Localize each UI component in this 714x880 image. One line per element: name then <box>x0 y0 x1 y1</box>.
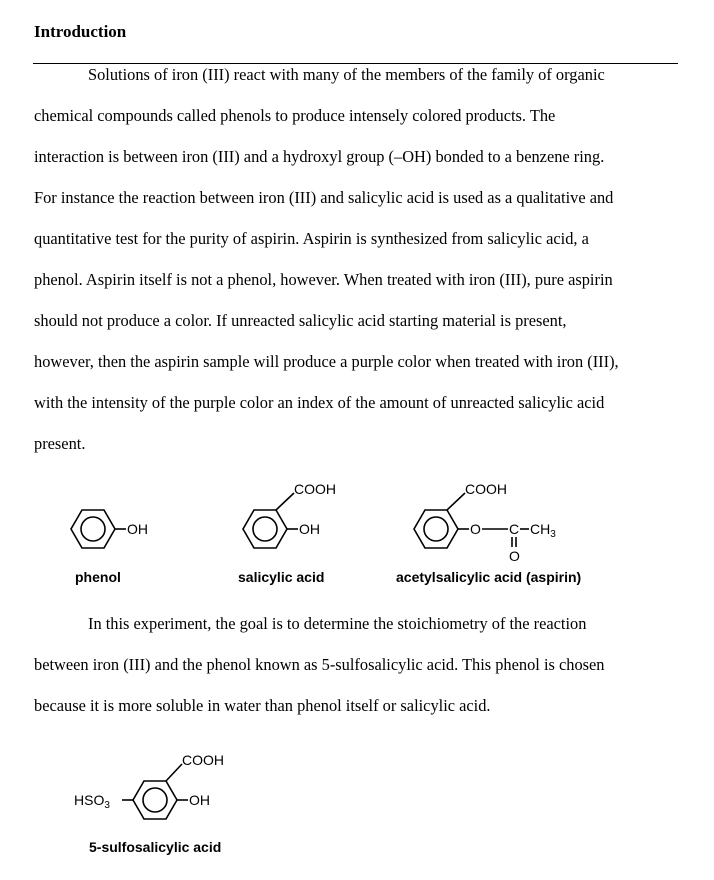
bond <box>166 764 182 781</box>
paragraph-line: phenol. Aspirin itself is not a phenol, however. When treated with iron (III), pure aspirin <box>34 270 613 289</box>
paragraph-line: with the intensity of the purple color an index of the amount of unreacted salicylic acid <box>34 393 605 412</box>
ester-oxygen: O <box>470 521 481 537</box>
benzene-ring <box>71 510 115 548</box>
paragraph-line: quantitative test for the purity of aspirin. Aspirin is synthesized from salicylic acid, a <box>34 229 589 248</box>
bond <box>276 493 294 510</box>
paragraph-line: interaction is between iron (III) and a hydroxyl group (–OH) bonded to a benzene ring. <box>34 147 605 166</box>
paragraph-line: In this experiment, the goal is to determine the stoichiometry of the reaction <box>88 614 587 633</box>
sulfosalicylic-acid-structure <box>74 752 224 855</box>
methyl-group: $CH_3$ <box>530 521 556 540</box>
phenol-structure <box>71 510 148 585</box>
carbonyl-oxygen: O <box>509 548 520 564</box>
paragraph-line: chemical compounds called phenols to produce intensely colored products. The <box>34 106 556 125</box>
section-heading: Introduction <box>34 22 127 41</box>
paragraph-line: should not produce a color. If unreacted salicylic acid starting material is present, <box>34 311 567 330</box>
aromatic-circle <box>424 517 448 541</box>
aromatic-circle <box>81 517 105 541</box>
carboxyl-group: COOH <box>294 481 336 497</box>
aspirin-structure <box>396 481 581 585</box>
bond <box>447 493 465 510</box>
carboxyl-group: COOH <box>182 752 224 768</box>
paragraph-line: because it is more soluble in water than phenol itself or salicylic acid. <box>34 696 491 715</box>
hydroxyl-group: OH <box>127 521 148 537</box>
paragraph-line: between iron (III) and the phenol known as 5-sulfosalicylic acid. This phenol is chosen <box>34 655 605 674</box>
structure-label: 5-sulfosalicylic acid <box>89 839 222 855</box>
paragraph-line: Solutions of iron (III) react with many of the members of the family of organic <box>88 65 605 84</box>
paragraph-line: present. <box>34 434 86 453</box>
carboxyl-group: COOH <box>465 481 507 497</box>
benzene-ring <box>133 781 177 819</box>
carbonyl-carbon: C <box>509 521 520 537</box>
hydroxyl-group: OH <box>189 792 210 808</box>
aromatic-circle <box>143 788 167 812</box>
salicylic-acid-structure <box>238 481 336 585</box>
aromatic-circle <box>253 517 277 541</box>
sulfonic-group: $HSO_3$ <box>74 792 110 811</box>
structure-label: acetylsalicylic acid (aspirin) <box>396 569 582 585</box>
structure-label: salicylic acid <box>238 569 325 585</box>
structure-label: phenol <box>75 569 121 585</box>
paragraph-line: For instance the reaction between iron (III) and salicylic acid is used as a qualitative and <box>34 188 614 207</box>
benzene-ring <box>243 510 287 548</box>
benzene-ring <box>414 510 458 548</box>
hydroxyl-group: OH <box>299 521 320 537</box>
paragraph-line: however, then the aspirin sample will produce a purple color when treated with iron (III), <box>34 352 619 371</box>
